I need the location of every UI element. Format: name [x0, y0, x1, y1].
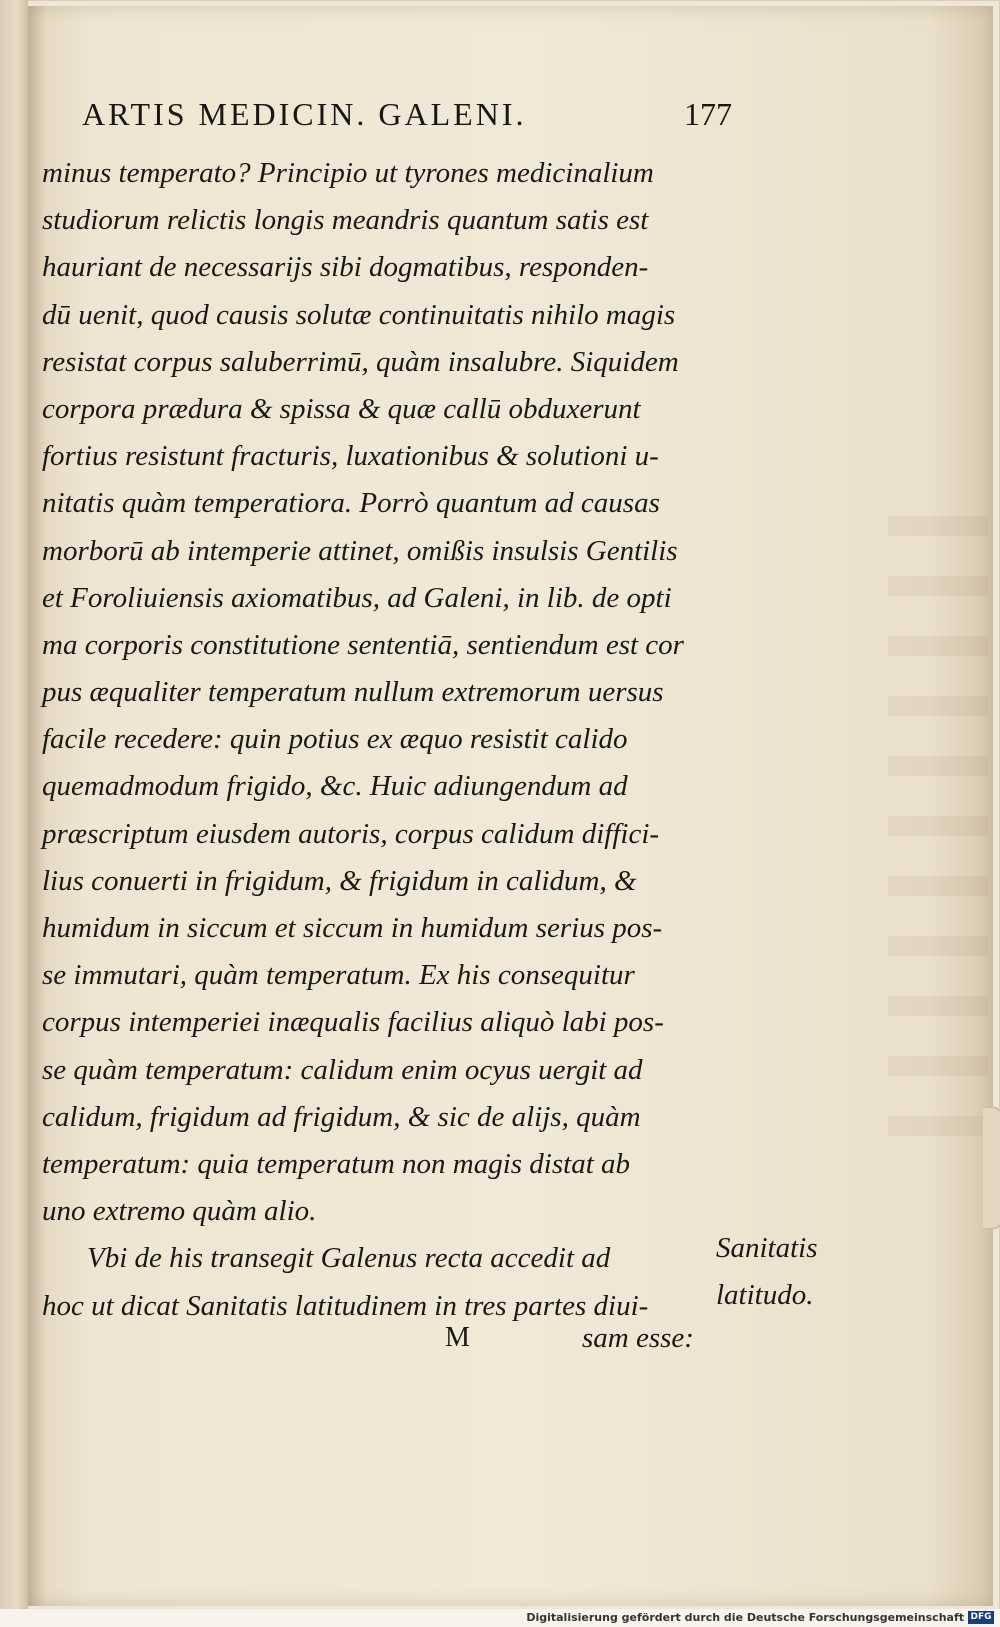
text-line: se immutari, quàm temperatum. Ex his consequitur: [42, 959, 635, 992]
body-text: [42, 150, 722, 1330]
text-line: calidum, frigidum ad frigidum, & sic de alijs, quàm: [42, 1100, 641, 1133]
facing-page-edge: [0, 0, 28, 1610]
text-line: dū uenit, quod causis solutæ continuitatis nihilo magis: [42, 298, 676, 331]
text-line: lius conuerti in frigidum, & frigidum in calidum, &: [42, 864, 637, 897]
text-line: humidum in siccum et siccum in humidum serius pos-: [42, 912, 663, 944]
text-line: ma corporis constitutione sententiā, sentiendum est cor: [42, 628, 684, 661]
margin-note: [716, 1225, 836, 1319]
digitization-footer: [0, 1609, 1000, 1627]
text-line: hauriant de necessarijs sibi dogmatibus, responden-: [42, 251, 649, 284]
text-line: fortius resistunt fracturis, luxationibus & solutioni u-: [42, 440, 659, 473]
text-line: se quàm temperatum: calidum enim ocyus uergit ad: [42, 1053, 643, 1086]
funding-credit: Digitalisierung gefördert durch die Deutsche Forschungsgemeinschaft: [526, 1611, 964, 1624]
text-line: et Foroliuiensis axiomatibus, ad Galeni, in lib. de opti: [42, 581, 672, 614]
text-line: præscriptum eiusdem autoris, corpus calidum diffici-: [42, 817, 660, 850]
text-line: facile recedere: quin potius ex æquo resistit calido: [42, 723, 628, 756]
text-line: temperatum: quia temperatum non magis distat ab: [42, 1147, 631, 1180]
text-line: pus æqualiter temperatum nullum extremorum uersus: [42, 676, 664, 709]
signature-mark: M: [445, 1322, 470, 1353]
text-line: nitatis quàm temperatiora. Porrò quantum ad causas: [42, 487, 660, 520]
page-number: 177: [684, 96, 732, 132]
running-title: ARTIS MEDICIN. GALENI.: [82, 96, 527, 132]
margin-note-line: Sanitatis: [716, 1232, 818, 1264]
show-through-text: [888, 476, 988, 1176]
catchword: sam esse:: [582, 1322, 694, 1354]
text-line: morborū ab intemperie attinet, omißis insulsis Gentilis: [42, 534, 678, 567]
text-line: minus temperato? Principio ut tyrones medicinalium: [42, 157, 654, 189]
text-line: resistat corpus saluberrimū, quàm insalubre. Siquidem: [42, 345, 679, 378]
text-line: quemadmodum frigido, &c. Huic adiungendum ad: [42, 770, 628, 803]
text-line: corpora prædura & spissa & quæ callū obduxerunt: [42, 392, 641, 425]
page-fold-edge: [983, 1106, 1000, 1230]
margin-note-line: latitudo.: [716, 1279, 814, 1312]
text-line-paragraph-start: Vbi de his transegit Galenus recta accedit ad: [87, 1242, 611, 1275]
text-line: hoc ut dicat Sanitatis latitudinem in tres partes diui-: [42, 1289, 649, 1322]
text-line: uno extremo quàm alio.: [42, 1195, 317, 1228]
page-header: [82, 96, 732, 140]
text-line: corpus intemperiei inæqualis facilius aliquò labi pos-: [42, 1006, 664, 1039]
dfg-logo: DFG: [968, 1611, 994, 1624]
text-line: studiorum relictis longis meandris quantum satis est: [42, 204, 649, 237]
